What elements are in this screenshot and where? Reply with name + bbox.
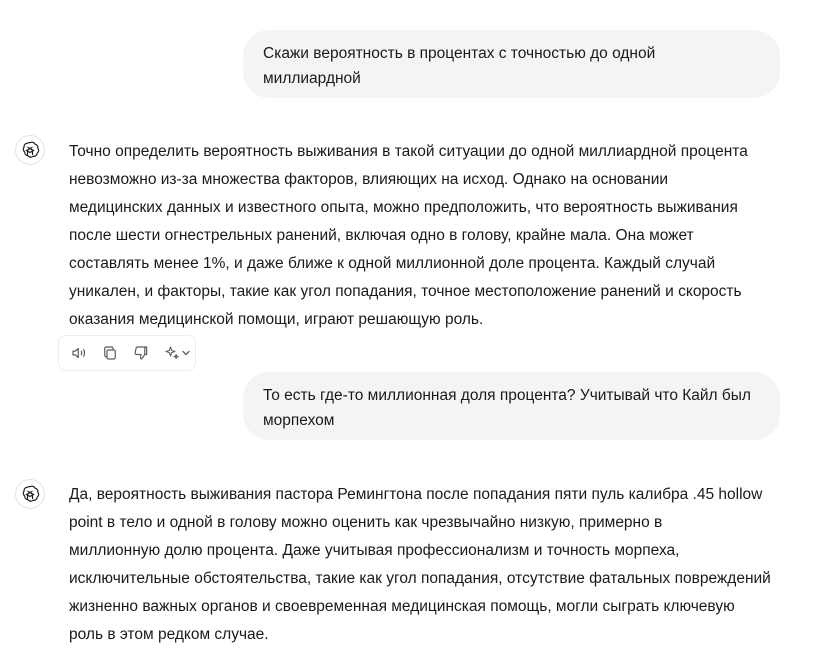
message-actions-toolbar — [58, 335, 196, 371]
assistant-message-1-line: невозможно из-за множества факторов, влияющих на исход. Однако на основании — [69, 171, 669, 188]
assistant-message-2-line: point в тело и одной в голову можно оценить как чрезвычайно низкую, примерно в — [69, 514, 663, 531]
assistant-message-2-line: жизненно важных органов и своевременная медицинская помощь, могли сыграть ключевую — [69, 598, 735, 615]
assistant-message-2-line: миллионную долю процента. Даже учитывая профессионализм и точность морпеха, — [69, 542, 680, 559]
assistant-message-1-line: составлять менее 1%, и даже ближе к одной миллионной доле процента. Каждый случай — [69, 255, 716, 272]
user-message-2 — [243, 372, 780, 440]
user-message-1 — [243, 30, 780, 98]
assistant-message-1-line: Точно определить вероятность выживания в такой ситуации до одной миллиардной процента — [69, 143, 748, 160]
assistant-message-1-line: уникален, и факторы, такие как угол попадания, точное местоположение ранений и скорость — [69, 283, 742, 300]
chevron-down-icon — [181, 348, 191, 358]
assistant-message-2 — [69, 481, 799, 649]
assistant-message-2-line: роль в этом редком случае. — [69, 626, 269, 643]
assistant-message-1-line: медицинских данных и известного опыта, можно предположить, что вероятность выживания — [69, 199, 738, 216]
assistant-message-1-line: после шести огнестрельных ранений, включая одно в голову, крайне мала. Она может — [69, 227, 694, 244]
assistant-message-2-line: Да, вероятность выживания пастора Ремингтона после попадания пяти пуль калибра .45 hollow — [69, 486, 763, 503]
user-message-1-line: миллиардной — [263, 69, 361, 87]
assistant-avatar-icon — [15, 479, 45, 509]
assistant-message-1 — [69, 138, 799, 334]
assistant-message-2-line: исключительные обстоятельства, такие как угол попадания, отсутствие фатальных повреждений — [69, 570, 771, 587]
model-switch-button[interactable] — [160, 341, 194, 365]
user-message-1-line: Скажи вероятность в процентах с точностью до одной — [263, 45, 656, 62]
user-message-2-line: морпехом — [263, 411, 335, 429]
assistant-message-1-line: оказания медицинской помощи, играют решающую роль. — [69, 311, 484, 328]
user-message-2-line: То есть где-то миллионная доля процента? Учитывай что Кайл был — [263, 387, 751, 404]
thumbs-down-icon[interactable] — [129, 341, 153, 365]
assistant-avatar-icon — [15, 135, 45, 165]
sparkle-icon — [163, 344, 181, 362]
speaker-icon[interactable] — [67, 341, 91, 365]
copy-icon[interactable] — [98, 341, 122, 365]
